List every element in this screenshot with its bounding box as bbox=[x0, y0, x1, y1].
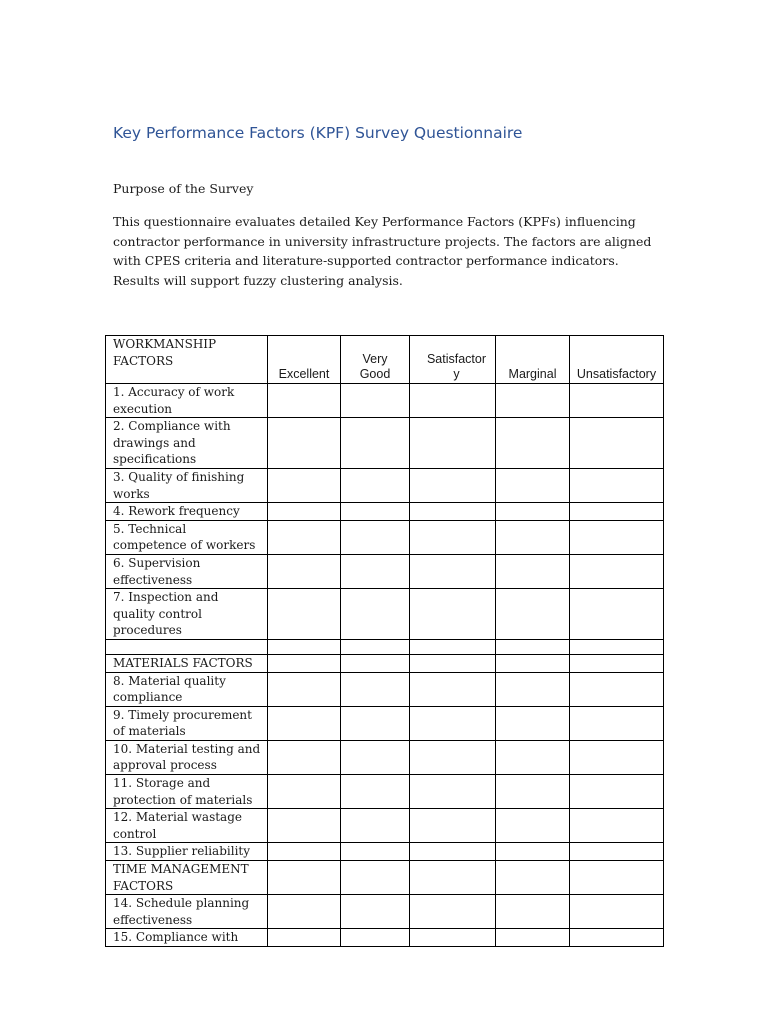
rating-cell-excellent[interactable] bbox=[268, 418, 341, 469]
table-row bbox=[106, 520, 664, 554]
factor-label: 2. Compliance with drawings and specifications bbox=[106, 418, 268, 469]
rating-cell-marginal[interactable] bbox=[496, 843, 570, 861]
rating-cell-marginal[interactable] bbox=[496, 384, 570, 418]
factor-label: 14. Schedule planning effectiveness bbox=[106, 895, 268, 929]
workmanship-factors-header: WORKMANSHIP FACTORS bbox=[106, 336, 268, 384]
purpose-paragraph: This questionnaire evaluates detailed Key Performance Factors (KPFs) influencing contractor performance in university infrastructure projects. The factors are aligned with CPES criteria and literature-supported contractor performance indicators. Results will support fuzzy clustering analysis. bbox=[113, 214, 652, 288]
page-title: Key Performance Factors (KPF) Survey Questionnaire bbox=[113, 124, 523, 142]
rating-header-unsatisfactory: Unsatisfactory bbox=[570, 336, 664, 384]
table-row bbox=[106, 809, 664, 843]
rating-cell-very-good[interactable] bbox=[341, 418, 410, 469]
factor-label: 4. Rework frequency bbox=[106, 503, 268, 521]
empty-cell bbox=[268, 639, 341, 654]
table-row bbox=[106, 740, 664, 774]
spacer-row bbox=[106, 639, 664, 654]
table-header-row bbox=[106, 336, 664, 384]
rating-cell-satisfactory[interactable] bbox=[410, 929, 496, 947]
rating-cell-excellent[interactable] bbox=[268, 554, 341, 588]
factor-label: 1. Accuracy of work execution bbox=[106, 384, 268, 418]
rating-cell-satisfactory[interactable] bbox=[410, 775, 496, 809]
rating-cell-marginal[interactable] bbox=[496, 706, 570, 740]
empty-cell bbox=[570, 639, 664, 654]
rating-cell-unsatisfactory[interactable] bbox=[570, 809, 664, 843]
rating-cell-satisfactory[interactable] bbox=[410, 843, 496, 861]
rating-cell-unsatisfactory[interactable] bbox=[570, 895, 664, 929]
rating-header-excellent: Excellent bbox=[268, 336, 341, 384]
empty-cell bbox=[410, 654, 496, 672]
table-row bbox=[106, 503, 664, 521]
rating-cell-satisfactory[interactable] bbox=[410, 895, 496, 929]
rating-cell-marginal[interactable] bbox=[496, 503, 570, 521]
table-row bbox=[106, 929, 664, 947]
table-row bbox=[106, 843, 664, 861]
empty-cell bbox=[410, 639, 496, 654]
factor-label: 7. Inspection and quality control procedures bbox=[106, 589, 268, 640]
rating-cell-very-good[interactable] bbox=[341, 809, 410, 843]
table-row bbox=[106, 775, 664, 809]
rating-cell-satisfactory[interactable] bbox=[410, 706, 496, 740]
rating-cell-excellent[interactable] bbox=[268, 672, 341, 706]
rating-cell-very-good[interactable] bbox=[341, 589, 410, 640]
rating-header-marginal: Marginal bbox=[496, 336, 570, 384]
survey-table-body bbox=[106, 384, 664, 947]
purpose-heading: Purpose of the Survey bbox=[113, 181, 254, 196]
empty-cell bbox=[268, 861, 341, 895]
rating-cell-satisfactory[interactable] bbox=[410, 384, 496, 418]
rating-cell-satisfactory[interactable] bbox=[410, 809, 496, 843]
empty-cell bbox=[341, 654, 410, 672]
rating-cell-very-good[interactable] bbox=[341, 384, 410, 418]
rating-cell-marginal[interactable] bbox=[496, 418, 570, 469]
rating-cell-excellent[interactable] bbox=[268, 895, 341, 929]
empty-cell bbox=[341, 861, 410, 895]
rating-cell-excellent[interactable] bbox=[268, 775, 341, 809]
table-row bbox=[106, 554, 664, 588]
rating-cell-very-good[interactable] bbox=[341, 929, 410, 947]
section-header-row bbox=[106, 654, 664, 672]
empty-cell bbox=[410, 861, 496, 895]
rating-cell-very-good[interactable] bbox=[341, 706, 410, 740]
rating-cell-satisfactory[interactable] bbox=[410, 589, 496, 640]
section-label: TIME MANAGEMENT FACTORS bbox=[106, 861, 268, 895]
factor-label: 15. Compliance with bbox=[106, 929, 268, 947]
rating-cell-excellent[interactable] bbox=[268, 468, 341, 502]
rating-cell-satisfactory[interactable] bbox=[410, 520, 496, 554]
table-row bbox=[106, 672, 664, 706]
rating-cell-very-good[interactable] bbox=[341, 895, 410, 929]
empty-cell bbox=[496, 654, 570, 672]
rating-cell-very-good[interactable] bbox=[341, 775, 410, 809]
rating-cell-very-good[interactable] bbox=[341, 672, 410, 706]
rating-cell-satisfactory[interactable] bbox=[410, 418, 496, 469]
table-row bbox=[106, 706, 664, 740]
table-row bbox=[106, 895, 664, 929]
rating-cell-marginal[interactable] bbox=[496, 929, 570, 947]
rating-cell-excellent[interactable] bbox=[268, 589, 341, 640]
rating-cell-satisfactory[interactable] bbox=[410, 672, 496, 706]
rating-cell-satisfactory[interactable] bbox=[410, 554, 496, 588]
rating-cell-unsatisfactory[interactable] bbox=[570, 468, 664, 502]
rating-cell-unsatisfactory[interactable] bbox=[570, 384, 664, 418]
rating-cell-unsatisfactory[interactable] bbox=[570, 672, 664, 706]
factor-label: 11. Storage and protection of materials bbox=[106, 775, 268, 809]
rating-cell-excellent[interactable] bbox=[268, 520, 341, 554]
spacer-cell bbox=[106, 639, 268, 654]
rating-cell-excellent[interactable] bbox=[268, 503, 341, 521]
table-row bbox=[106, 384, 664, 418]
factor-label: 13. Supplier reliability bbox=[106, 843, 268, 861]
empty-cell bbox=[496, 861, 570, 895]
rating-cell-unsatisfactory[interactable] bbox=[570, 706, 664, 740]
rating-cell-satisfactory[interactable] bbox=[410, 503, 496, 521]
rating-cell-excellent[interactable] bbox=[268, 809, 341, 843]
rating-cell-unsatisfactory[interactable] bbox=[570, 418, 664, 469]
rating-cell-marginal[interactable] bbox=[496, 468, 570, 502]
empty-cell bbox=[496, 639, 570, 654]
rating-cell-marginal[interactable] bbox=[496, 740, 570, 774]
rating-header-very-good: Very Good bbox=[341, 336, 410, 384]
rating-cell-satisfactory[interactable] bbox=[410, 740, 496, 774]
factor-label: 10. Material testing and approval process bbox=[106, 740, 268, 774]
factor-label: 3. Quality of finishing works bbox=[106, 468, 268, 502]
rating-cell-marginal[interactable] bbox=[496, 672, 570, 706]
rating-cell-very-good[interactable] bbox=[341, 554, 410, 588]
section-header-row bbox=[106, 861, 664, 895]
factor-label: 6. Supervision effectiveness bbox=[106, 554, 268, 588]
rating-cell-very-good[interactable] bbox=[341, 843, 410, 861]
rating-cell-unsatisfactory[interactable] bbox=[570, 503, 664, 521]
empty-cell bbox=[570, 654, 664, 672]
empty-cell bbox=[341, 639, 410, 654]
table-row bbox=[106, 468, 664, 502]
rating-cell-excellent[interactable] bbox=[268, 929, 341, 947]
rating-cell-unsatisfactory[interactable] bbox=[570, 520, 664, 554]
rating-cell-marginal[interactable] bbox=[496, 554, 570, 588]
rating-cell-very-good[interactable] bbox=[341, 740, 410, 774]
rating-cell-satisfactory[interactable] bbox=[410, 468, 496, 502]
factor-label: 9. Timely procurement of materials bbox=[106, 706, 268, 740]
rating-cell-very-good[interactable] bbox=[341, 468, 410, 502]
empty-cell bbox=[570, 861, 664, 895]
rating-cell-unsatisfactory[interactable] bbox=[570, 740, 664, 774]
rating-cell-marginal[interactable] bbox=[496, 589, 570, 640]
rating-cell-marginal[interactable] bbox=[496, 809, 570, 843]
rating-cell-excellent[interactable] bbox=[268, 706, 341, 740]
rating-cell-excellent[interactable] bbox=[268, 740, 341, 774]
survey-table bbox=[105, 335, 664, 947]
rating-cell-very-good[interactable] bbox=[341, 520, 410, 554]
rating-header-satisfactory: Satisfactory bbox=[410, 336, 496, 384]
rating-cell-marginal[interactable] bbox=[496, 775, 570, 809]
table-row bbox=[106, 418, 664, 469]
rating-cell-marginal[interactable] bbox=[496, 895, 570, 929]
factor-label: 12. Material wastage control bbox=[106, 809, 268, 843]
rating-cell-excellent[interactable] bbox=[268, 384, 341, 418]
rating-cell-unsatisfactory[interactable] bbox=[570, 929, 664, 947]
rating-cell-very-good[interactable] bbox=[341, 503, 410, 521]
rating-cell-excellent[interactable] bbox=[268, 843, 341, 861]
factor-label: 5. Technical competence of workers bbox=[106, 520, 268, 554]
rating-cell-unsatisfactory[interactable] bbox=[570, 554, 664, 588]
empty-cell bbox=[268, 654, 341, 672]
table-row bbox=[106, 589, 664, 640]
rating-cell-marginal[interactable] bbox=[496, 520, 570, 554]
rating-cell-unsatisfactory[interactable] bbox=[570, 589, 664, 640]
section-label: MATERIALS FACTORS bbox=[106, 654, 268, 672]
rating-cell-unsatisfactory[interactable] bbox=[570, 843, 664, 861]
factor-label: 8. Material quality compliance bbox=[106, 672, 268, 706]
rating-cell-unsatisfactory[interactable] bbox=[570, 775, 664, 809]
